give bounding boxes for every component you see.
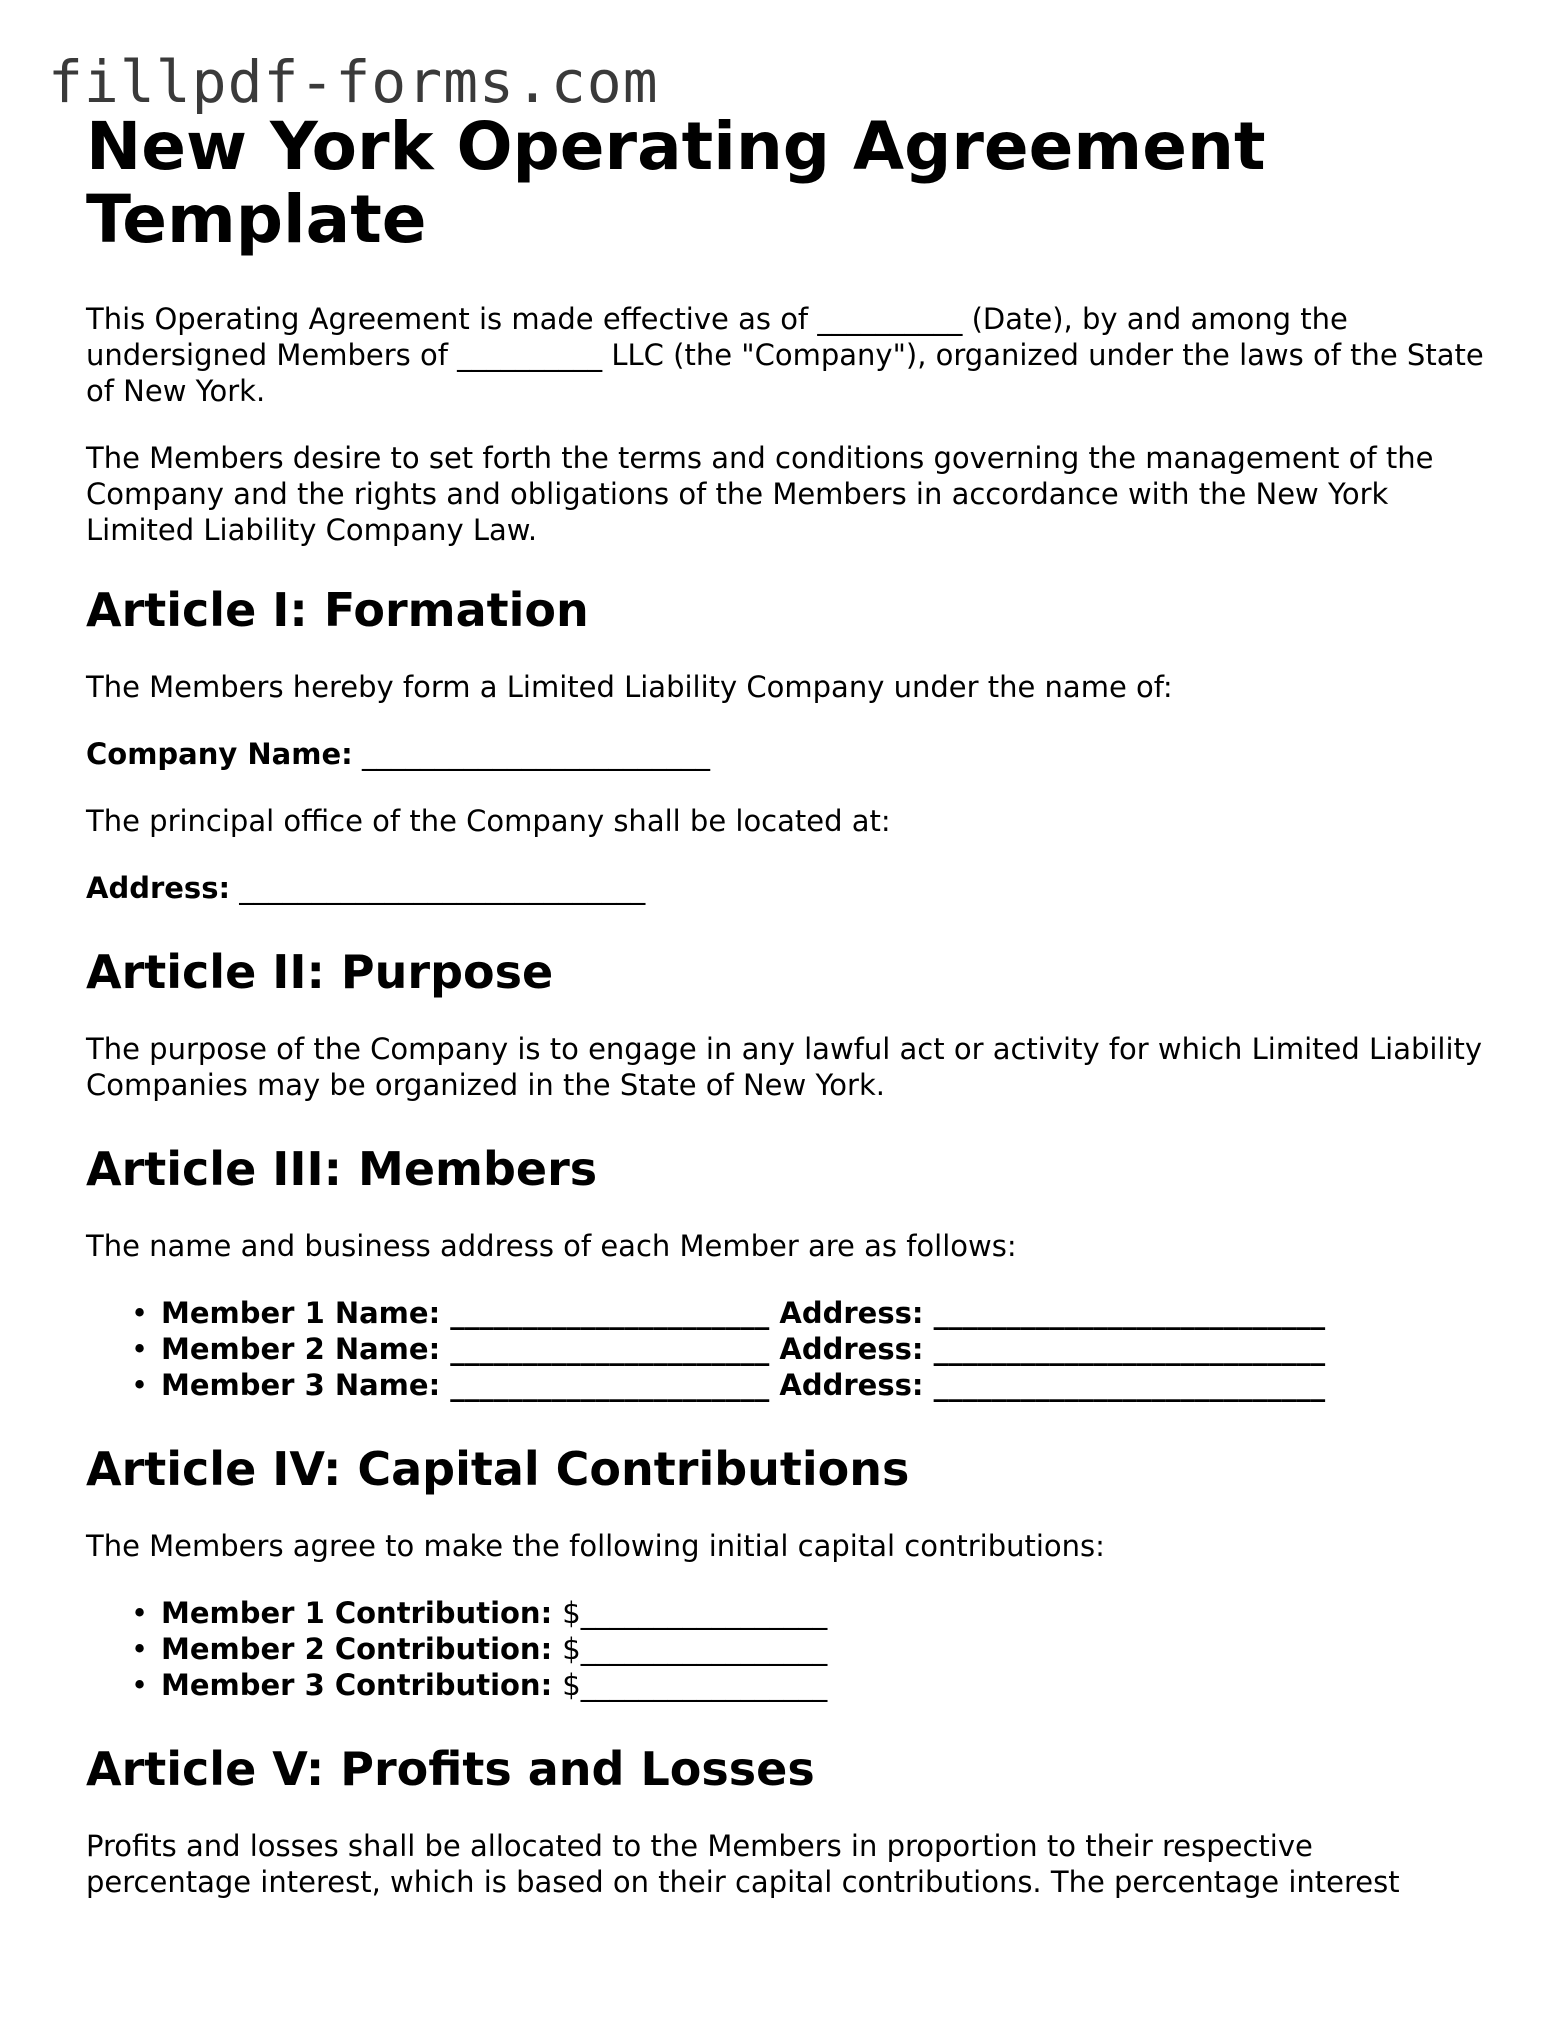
list-item [161, 1595, 1486, 1631]
member-address-blank[interactable]: ___________________________ [933, 1296, 1326, 1330]
members-list [86, 1295, 1486, 1403]
article-3-text: The name and business address of each Member are as follows: [86, 1229, 1017, 1263]
member-name-label: Member 1 Name: [161, 1296, 441, 1330]
article-5-heading: Article V: Profits and Losses [86, 1742, 815, 1796]
watermark: fillpdf-forms.com [48, 48, 659, 116]
company-name-label: Company Name: [86, 737, 353, 771]
member-address-label: Address: [779, 1332, 924, 1366]
article-2-text: The purpose of the Company is to engage in any lawful act or activity for which Limited Liability Companies may be organized in the State of New York. [86, 1032, 1483, 1102]
article-2-heading: Article II: Purpose [86, 945, 554, 999]
intro-paragraph-2: The Members desire to set forth the terms and conditions governing the management of the Company and the rights and obligations of the Members in accordance with the New York Limited Liability Company Law. [86, 441, 1434, 547]
list-item [161, 1631, 1486, 1667]
company-name-blank[interactable]: ________________________ [361, 737, 710, 771]
list-item [161, 1331, 1486, 1367]
article-1-heading: Article I: Formation [86, 583, 589, 637]
document-page [86, 110, 1486, 1900]
member-name-blank[interactable]: ______________________ [450, 1368, 770, 1402]
list-item [161, 1295, 1486, 1331]
office-address-field [86, 870, 1486, 906]
contribution-blank[interactable]: $_________________ [562, 1632, 828, 1666]
contribution-blank[interactable]: $_________________ [562, 1668, 828, 1702]
article-3-heading: Article III: Members [86, 1142, 598, 1196]
contribution-blank[interactable]: $_________________ [562, 1596, 828, 1630]
office-address-label: Address: [86, 871, 231, 905]
article-4-text: The Members agree to make the following initial capital contributions: [86, 1529, 1105, 1563]
list-item [161, 1367, 1486, 1403]
member-address-blank[interactable]: ___________________________ [933, 1332, 1326, 1366]
member-name-blank[interactable]: ______________________ [450, 1332, 770, 1366]
member-name-blank[interactable]: ______________________ [450, 1296, 770, 1330]
member-name-label: Member 3 Name: [161, 1368, 441, 1402]
contributions-list [86, 1595, 1486, 1703]
company-name-field [86, 736, 1486, 772]
member-name-label: Member 2 Name: [161, 1332, 441, 1366]
article-1-text-1: The Members hereby form a Limited Liability Company under the name of: [86, 670, 1173, 704]
member-address-blank[interactable]: ___________________________ [933, 1368, 1326, 1402]
member-address-label: Address: [779, 1296, 924, 1330]
contribution-label: Member 2 Contribution: [161, 1632, 553, 1666]
member-address-label: Address: [779, 1368, 924, 1402]
intro-paragraph-1: This Operating Agreement is made effective as of __________ (Date), by and among the undersigned Members of __________ LLC (the "Company"), organized under the laws of the State of New York. [86, 302, 1484, 408]
office-address-blank[interactable]: ____________________________ [239, 871, 646, 905]
article-5-text: Profits and losses shall be allocated to the Members in proportion to their respective percentage interest, which is based on their capital contributions. The percentage interest [86, 1829, 1400, 1899]
article-4-heading: Article IV: Capital Contributions [86, 1442, 910, 1496]
list-item [161, 1667, 1486, 1703]
article-1-text-2: The principal office of the Company shall be located at: [86, 804, 891, 838]
contribution-label: Member 3 Contribution: [161, 1668, 553, 1702]
document-title: New York Operating Agreement Template [86, 108, 1266, 258]
contribution-label: Member 1 Contribution: [161, 1596, 553, 1630]
